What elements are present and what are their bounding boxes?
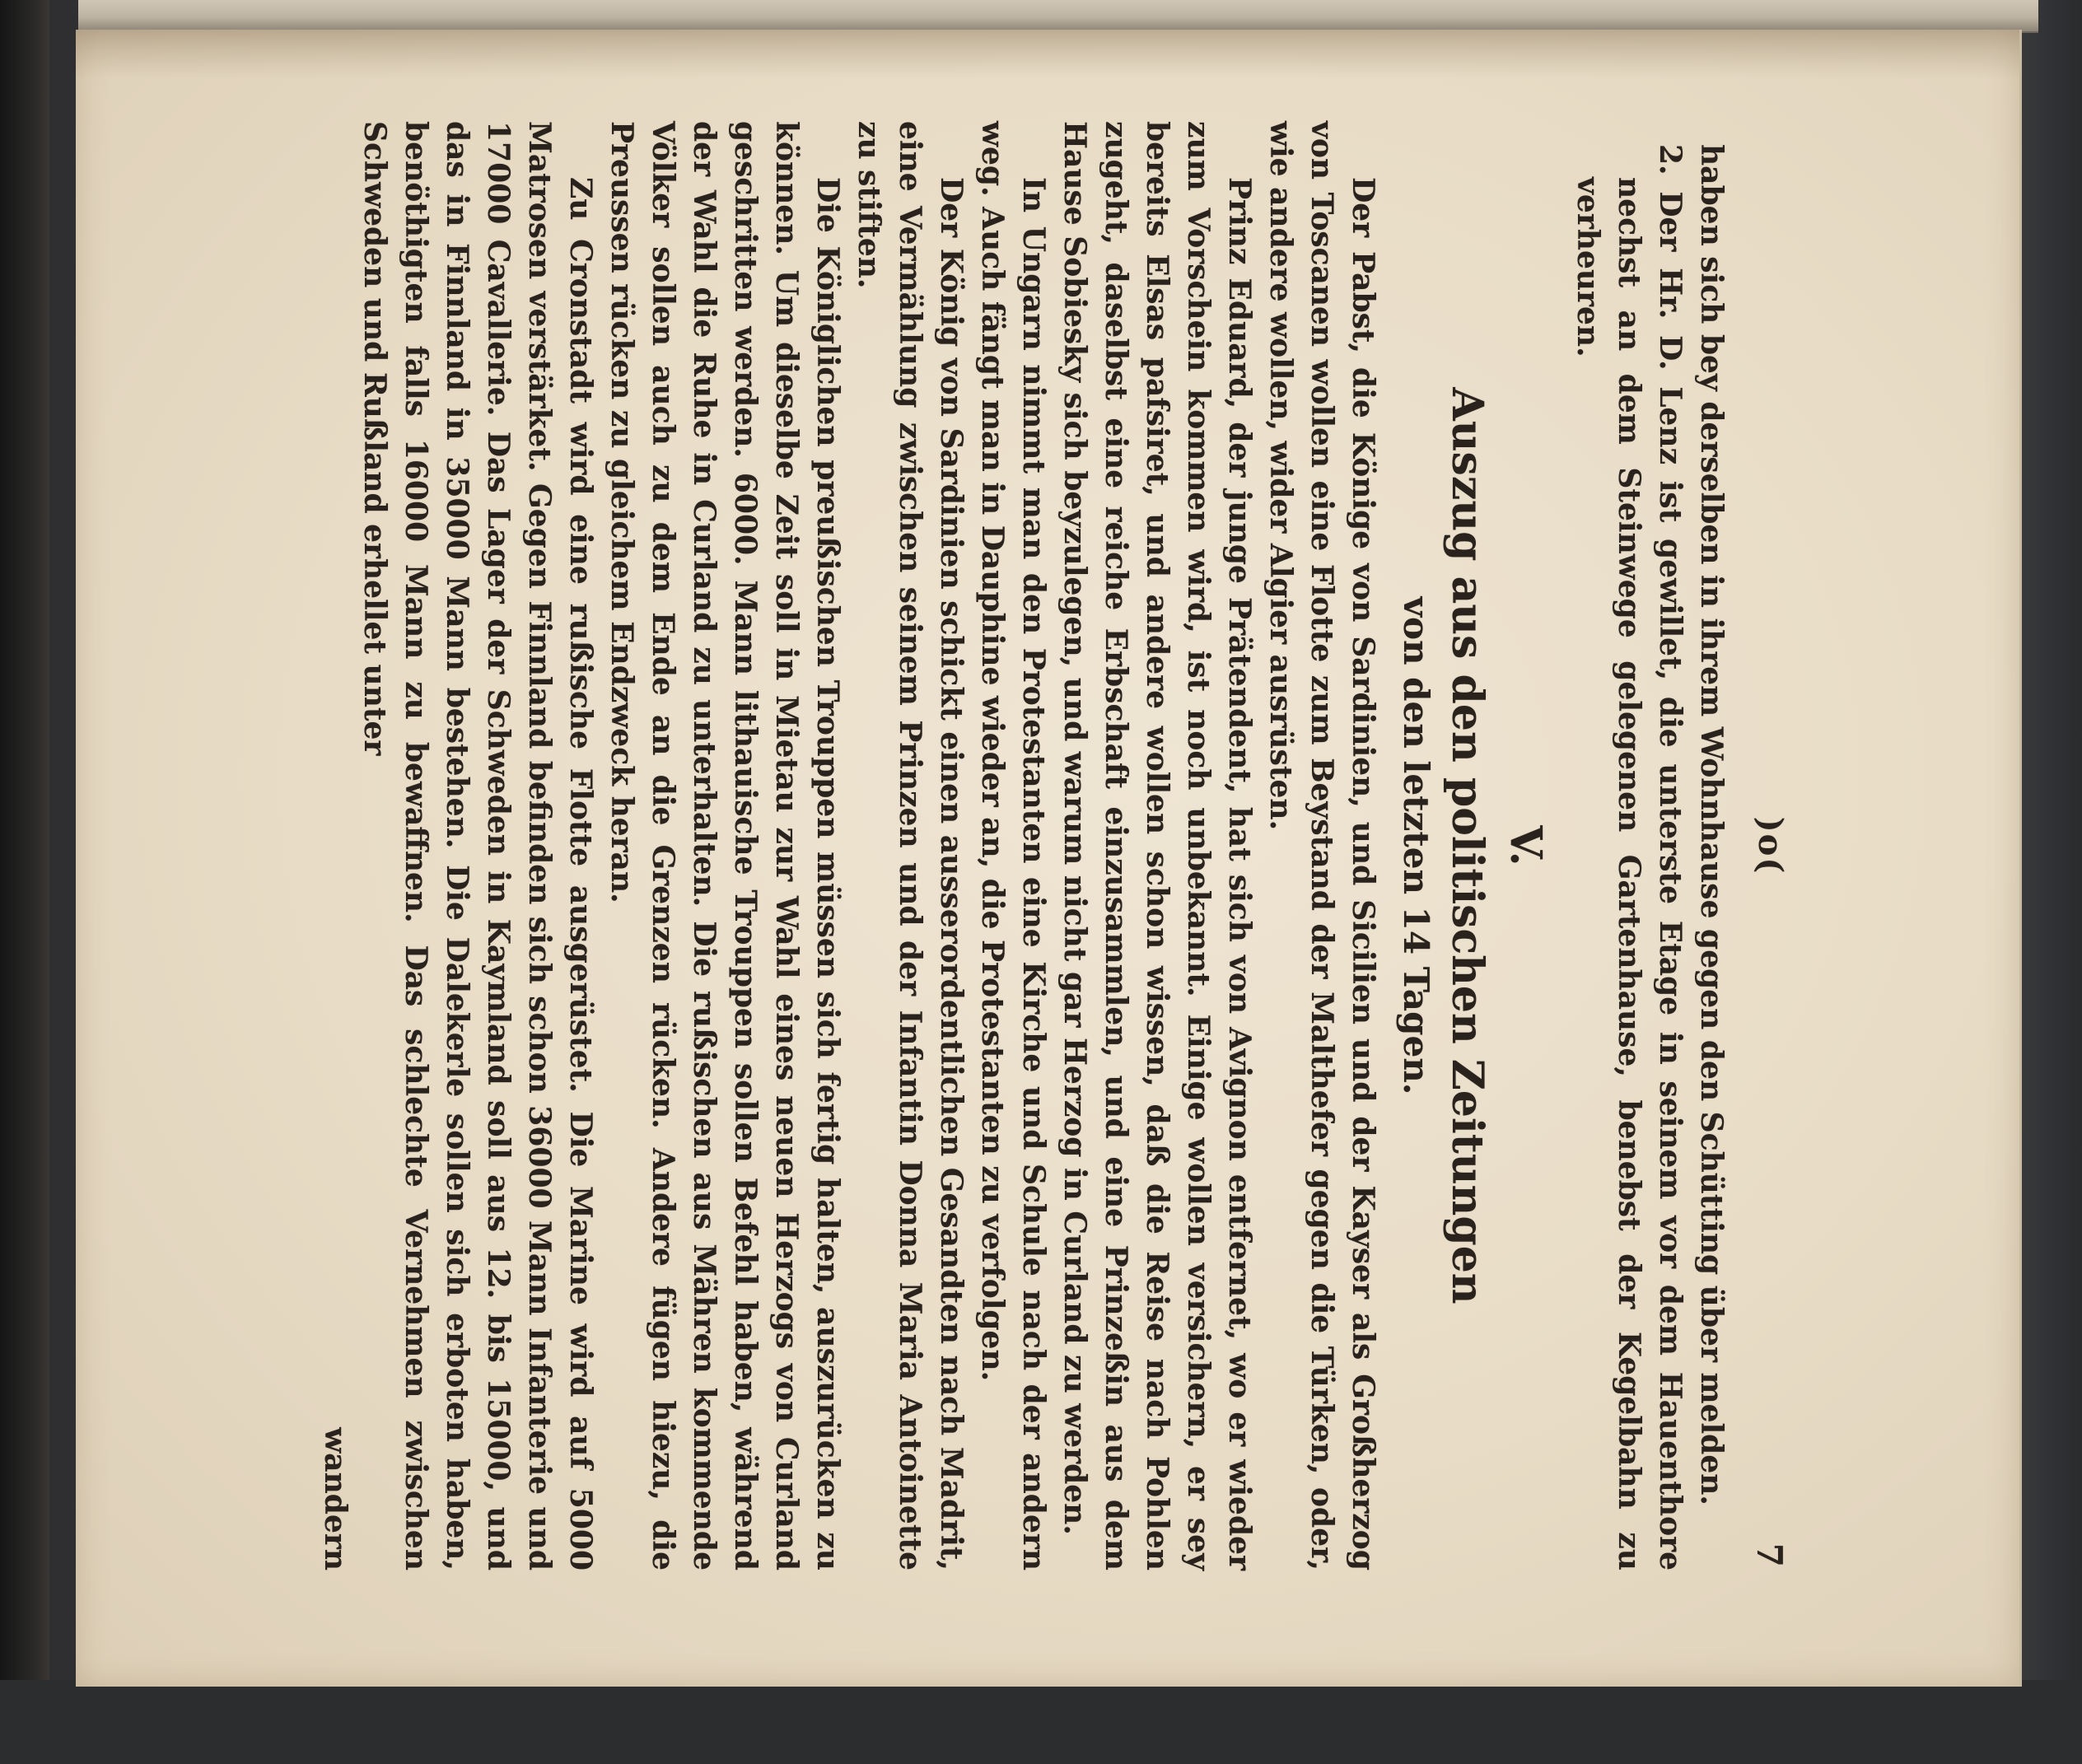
backdrop-surface-bottom xyxy=(0,1680,2082,1764)
page-ornament-marker: )o( xyxy=(1751,816,1790,875)
paragraph-cronstadt: Zu Cronstadt wird eine rußische Flotte ausgerüstet. Die Marine wird auf 5000 Matrosen verstärket. Gegen Finnland befinden sich schon 36000 Mann Infanterie und 17000 Cavallerie. Das Lager der Schweden in Kaymland soll aus 12. bis 15000, und das in Finnland in 35000 Mann bestehen. Die Dalekerle sollen sich erboten haben, benöthigten falls 16000 Mann zu bewaffnen. Das schlechte Vernehmen zwischen Schweden und Rußland erhellet unter xyxy=(357,121,598,1570)
paragraph-pabst: Der Pabst, die Könige von Sardinien, und Sicilien und der Kayser als Großherzog von Toscanen wollen eine Flotte zum Beystand der Malthefer gegen die Türken, oder, wie andere wollen, wider Algier ausrüsten. xyxy=(1263,121,1380,1570)
section-number: V. xyxy=(1501,825,1551,866)
section-subtitle: von den letzten 14 Tagen. xyxy=(1396,596,1436,1095)
section-title: Auszug aus den politischen Zeitungen xyxy=(1442,387,1492,1304)
paragraph-ungarn: In Ungarn nimmt man den Protestanten eine Kirche und Schule nach der andern weg. Auch fängt man in Dauphine wieder an, die Protestanten zu verfolgen. xyxy=(975,121,1051,1570)
page-stack-edge xyxy=(78,0,2038,33)
running-header xyxy=(1732,121,1798,1570)
page-number: 7 xyxy=(1749,1542,1790,1567)
book-cover-edge xyxy=(0,0,49,1764)
paragraph-preussen: Die Königlichen preußischen Trouppen müssen sich fertig halten, auszurücken zu können. Um dieselbe Zeit soll in Mietau zur Wahl eines neuen Herzogs von Curland geschritten werden. 6000. Mann lithauische Trouppen sollen Befehl haben, während der Wahl die Ruhe in Curland zu unterhalten. Die rußischen aus Mähren kommende Völker sollen auch zu dem Ende an die Grenzen rücken. Andere fügen hiezu, die Preussen rücken zu gleichem Endzweck heran. xyxy=(605,121,845,1570)
notice-continuation: haben sich bey derselben in ihrem Wohnhause gegen den Schütting über melden. xyxy=(1694,144,1729,1505)
paragraph-sardinien: Der König von Sardinien schickt einen ausserordentlichen Gesandten nach Madrit, eine Vermählung zwischen seinem Prinzen und der Infantin Donna Maria Antoinette zu stiften. xyxy=(852,121,969,1570)
paragraph-prinz-eduard: Prinz Eduard, der junge Prätendent, hat sich von Avignon entfernet, wo er wieder zum Vorschein kommen wird, ist noch unbekannt. Einige wollen versichern, er sey bereits Elsas pafsiret, und andere wollen schon wissen, daß die Reise nach Pohlen zugeht, daselbst eine reiche Erbschaft einzusammlen, und eine Prinzeßin aus dem Hause Sobiesky sich beyzulegen, und warum nicht gar Herzog in Curland zu werden. xyxy=(1057,121,1257,1570)
catchword: wandern xyxy=(318,1427,352,1570)
notice-item-2: 2. Der Hr. D. Lenz ist gewillet, die unterste Etage in seinem vor dem Hauenthore nechst an dem Steinwege gelegenen Gartenhause, benebst der Kegelbahn zu verheuren. xyxy=(1571,144,1688,1570)
rotated-text-block xyxy=(200,121,1798,1570)
page-fold-shadow xyxy=(76,30,2019,79)
